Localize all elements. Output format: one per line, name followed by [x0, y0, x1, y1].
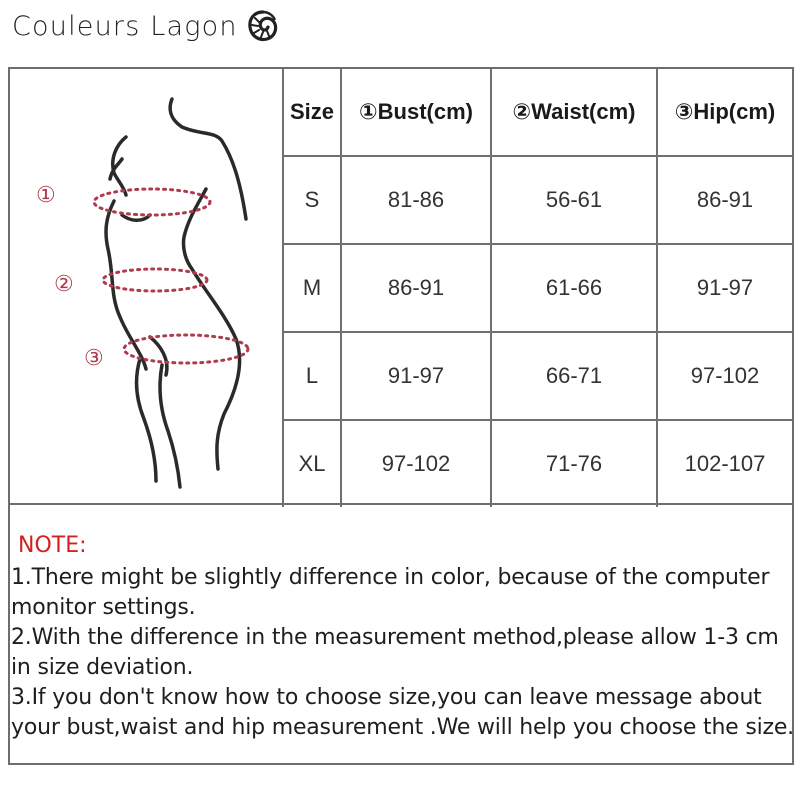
- size-chart: [8, 67, 794, 505]
- note-line: in size deviation.: [11, 655, 194, 680]
- body-silhouette-icon: [10, 69, 282, 503]
- body-figure-panel: [10, 69, 282, 503]
- waist-cell: 56-61: [491, 156, 657, 244]
- header-bust: ①Bust(cm): [341, 69, 491, 156]
- hip-cell: 91-97: [657, 244, 792, 332]
- size-cell: M: [283, 244, 341, 332]
- note-line: 3.If you don't know how to choose size,you can leave message about: [11, 685, 762, 710]
- marker-waist: ②: [54, 272, 74, 297]
- bust-cell: 81-86: [341, 156, 491, 244]
- bust-cell: 97-102: [341, 420, 491, 507]
- bust-cell: 86-91: [341, 244, 491, 332]
- waist-cell: 66-71: [491, 332, 657, 420]
- table-row: [283, 332, 792, 420]
- table-row: [283, 420, 792, 507]
- table-row: [283, 156, 792, 244]
- size-cell: XL: [283, 420, 341, 507]
- size-cell: S: [283, 156, 341, 244]
- waist-cell: 61-66: [491, 244, 657, 332]
- marker-bust: ①: [36, 183, 56, 208]
- waist-cell: 71-76: [491, 420, 657, 507]
- table-row: [283, 244, 792, 332]
- brand-header: [12, 6, 280, 46]
- hip-cell: 97-102: [657, 332, 792, 420]
- size-cell: L: [283, 332, 341, 420]
- bust-cell: 91-97: [341, 332, 491, 420]
- note-body: [11, 563, 795, 743]
- hip-cell: 102-107: [657, 420, 792, 507]
- note-line: monitor settings.: [11, 595, 196, 620]
- note-panel: [8, 505, 794, 765]
- hip-cell: 86-91: [657, 156, 792, 244]
- header-hip: ③Hip(cm): [657, 69, 792, 156]
- header-size: Size: [283, 69, 341, 156]
- note-title: NOTE:: [18, 533, 87, 558]
- header-waist: ②Waist(cm): [491, 69, 657, 156]
- note-line: 1.There might be slightly difference in color, because of the computer: [11, 565, 770, 590]
- table-header-row: [283, 69, 792, 156]
- nautilus-shell-icon: [246, 9, 280, 43]
- note-line: 2.With the difference in the measurement method,please allow 1-3 cm: [11, 625, 779, 650]
- brand-name: Couleurs Lagon: [12, 10, 238, 42]
- size-table: [282, 69, 792, 507]
- marker-hip: ③: [84, 346, 104, 371]
- note-line: your bust,waist and hip measurement .We will help you choose the size.: [11, 715, 794, 740]
